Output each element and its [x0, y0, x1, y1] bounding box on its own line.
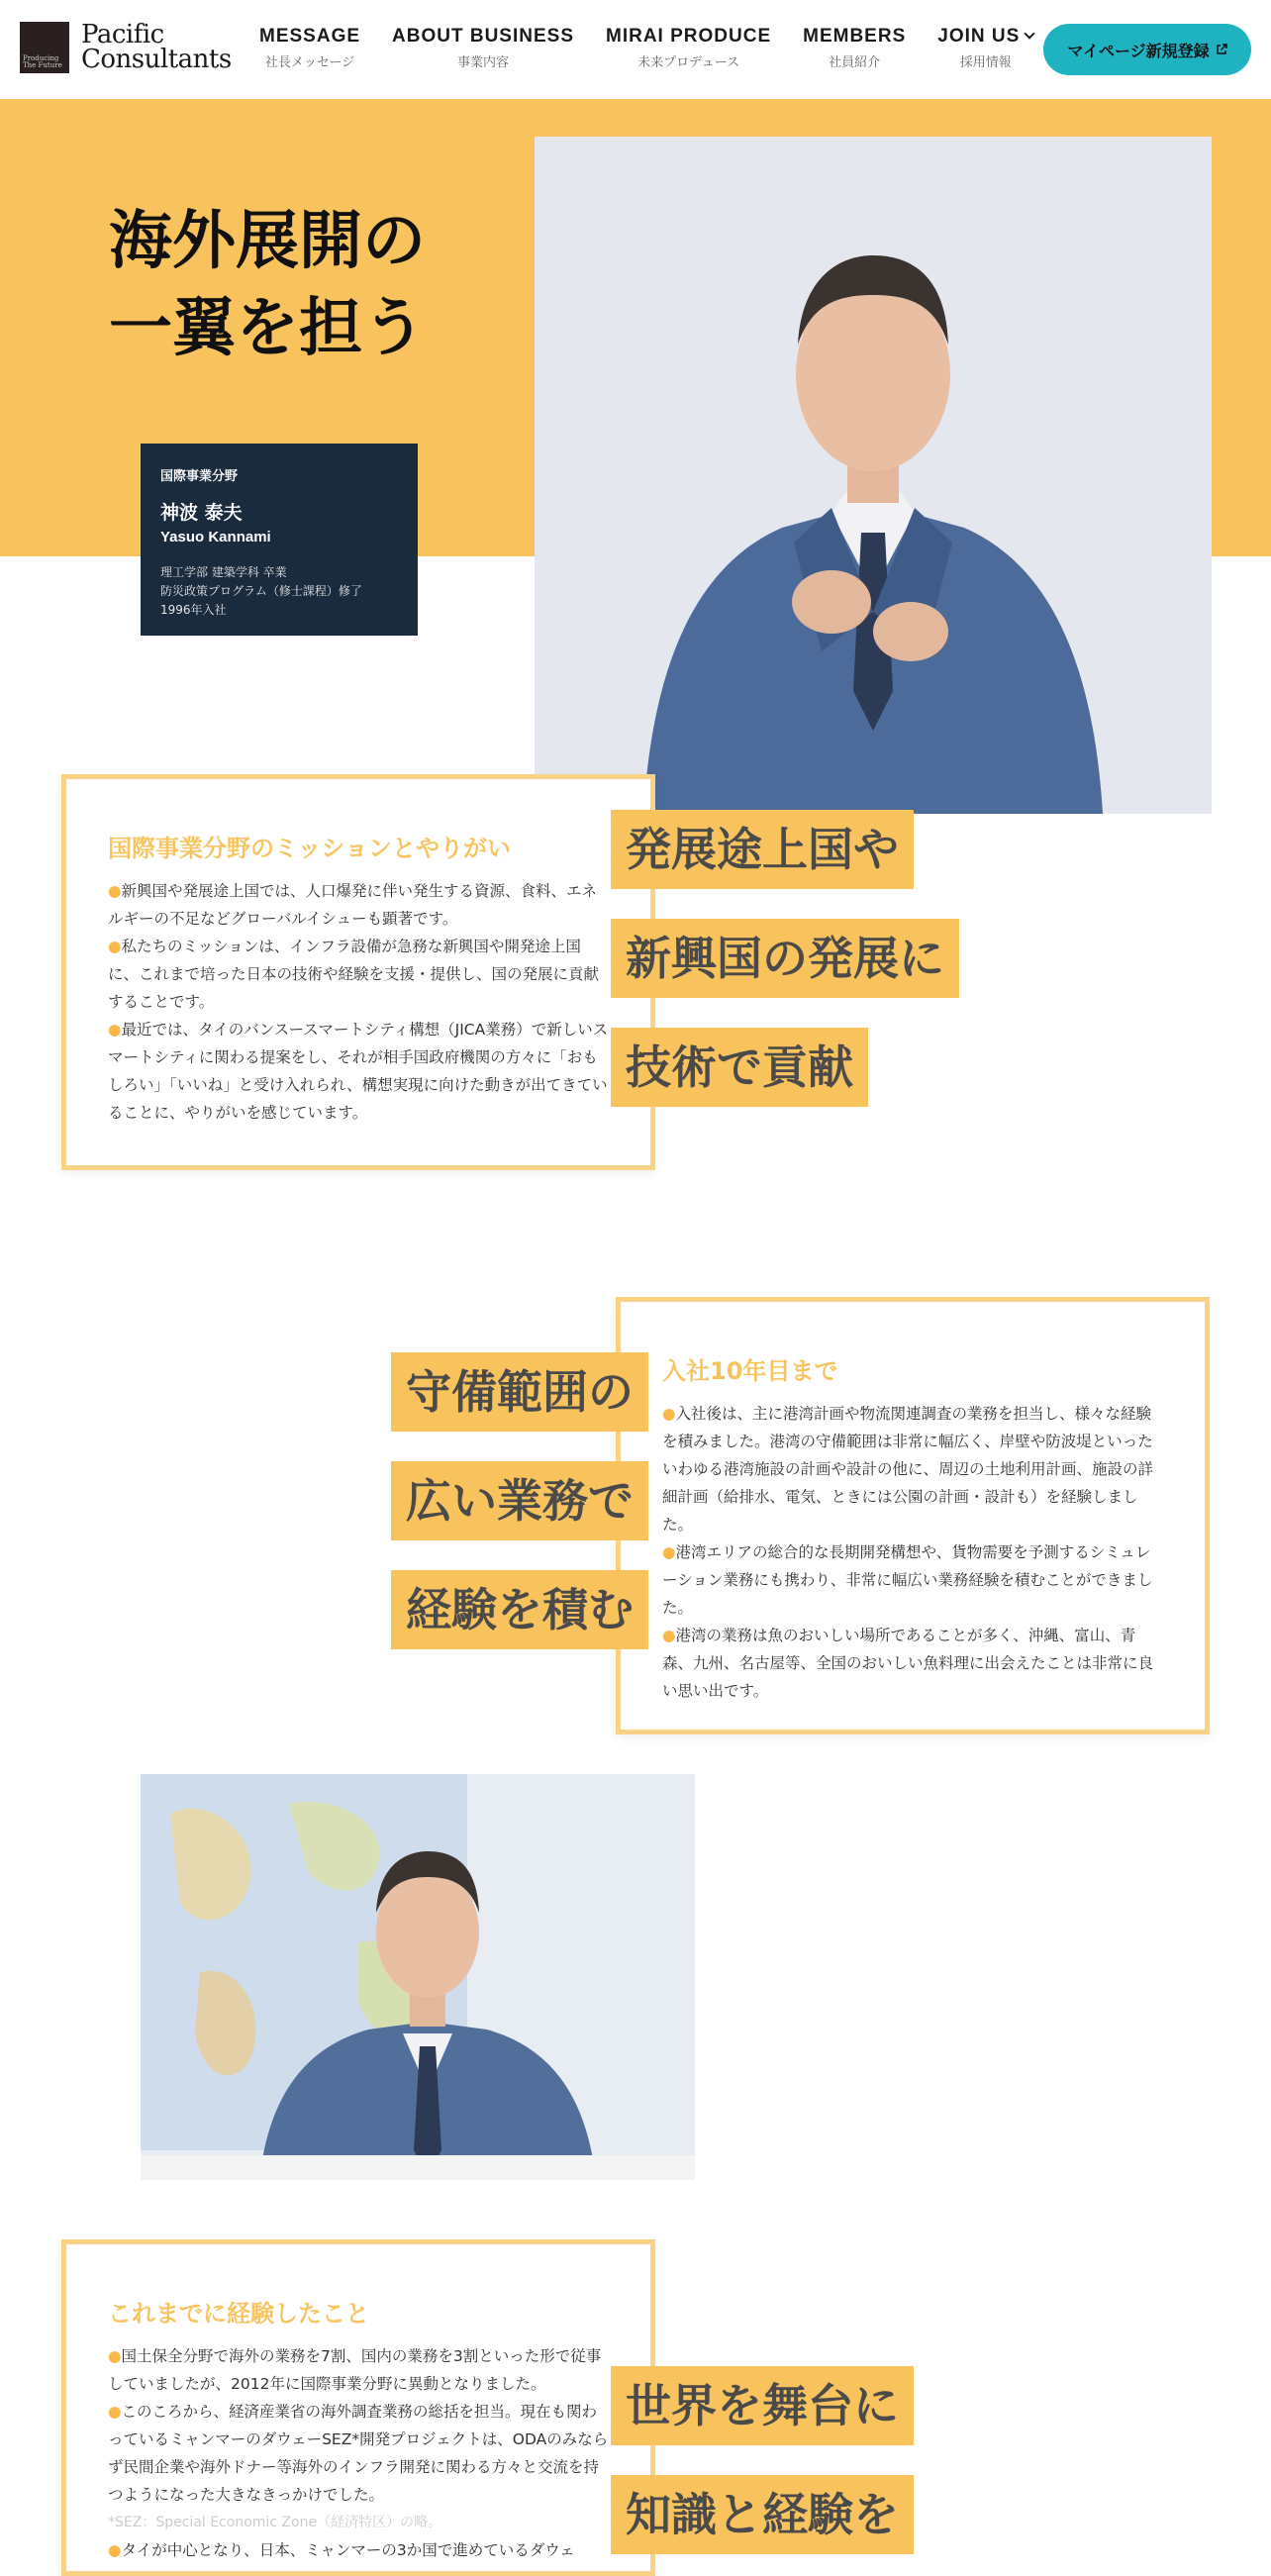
nav-label-en: ABOUT BUSINESS — [392, 26, 574, 47]
nav-label-ja: 事業内容 — [457, 55, 510, 70]
nav-label-en: MIRAI PRODUCE — [606, 26, 772, 47]
nav-label-ja: 採用情報 — [959, 55, 1012, 70]
logo-text-line2: Consultants — [81, 45, 232, 74]
bullet-icon: ● — [108, 1021, 122, 1039]
catch-line-3: 技術で貢献 — [611, 1028, 868, 1107]
first-decade-heading: 入社10年目まで — [662, 1357, 838, 1385]
catch-line-3: 経験を積む — [391, 1570, 648, 1649]
nav-label-en: MESSAGE — [259, 26, 361, 47]
chevron-down-icon — [1025, 28, 1035, 39]
catch-line-2: 広い業務で — [391, 1461, 648, 1540]
profile-department: 国際事業分野 — [160, 469, 239, 484]
nav-label-ja: 社長メッセージ — [264, 55, 355, 70]
nav-label-en: JOIN US — [937, 26, 1021, 47]
bullet-icon: ● — [662, 1627, 676, 1644]
first-decade-paragraph-1 — [662, 1400, 1163, 1538]
paragraph-text: 国土保全分野で海外の業務を7割、国内の業務を3割といった形で従事していましたが、2012年に国際事業分野に異動となりました。 — [108, 2347, 602, 2393]
mission-box — [61, 774, 655, 1170]
nav-label-ja: 社員紹介 — [829, 55, 881, 70]
paragraph-text: 最近では、タイのバンスースマートシティ構想（JICA業務）で新しいスマートシティに関わる提案をし、それが相手国政府機関の方々に「おもしろい」「いいね」と受け入れられ、構想実現に向けた動きが出てきていることに、やりがいを感じています。 — [108, 1021, 609, 1122]
nav-item-message[interactable] — [259, 26, 360, 70]
person-portrait-illustration — [535, 137, 1212, 814]
catch-line-2: 新興国の発展に — [611, 919, 959, 998]
paragraph-text: 入社後は、主に港湾計画や物流関連調査の業務を担当し、様々な経験を積みました。港湾の守備範囲は非常に幅広く、岸壁や防波堤といったいわゆる港湾施設の計画や設計の他に、周辺の土地利用計画、施設の詳細計画（給排水、電気、ときには公園の計画・設計も）を経験しました。 — [662, 1405, 1154, 1534]
nav-item-about-business[interactable] — [392, 26, 574, 70]
mission-heading: 国際事業分野のミッションとやりがい — [108, 835, 512, 862]
logo-mark — [20, 22, 69, 73]
profile-education-1: 理工学部 建築学科 卒業 — [160, 565, 287, 579]
bullet-icon: ● — [662, 1405, 676, 1423]
paragraph-text: 新興国や発展途上国では、人口爆発に伴い発生する資源、食料、エネルギーの不足などグローバルイシューも顕著です。 — [108, 882, 598, 928]
bullet-icon: ● — [108, 2403, 122, 2421]
site-header — [0, 0, 1271, 99]
mission-paragraph-2 — [108, 933, 609, 1016]
paragraph-text: 港湾エリアの総合的な長期開発構想や、貨物需要を予測するシミュレーション業務にも携わり、非常に幅広い業務経験を積むことができました。 — [662, 1543, 1153, 1617]
nav-item-members[interactable] — [803, 26, 906, 70]
bullet-icon: ● — [662, 1543, 676, 1561]
person-at-desk-illustration — [141, 1774, 695, 2180]
profile-card — [141, 444, 418, 636]
bullet-icon: ● — [108, 2541, 122, 2559]
experience-footnote: *SEZ：Special Economic Zone（経済特区）の略。 — [108, 2515, 442, 2530]
bullet-icon: ● — [108, 2347, 122, 2365]
paragraph-text: 港湾の業務は魚のおいしい場所であることが多く、沖縄、富山、青森、九州、名古屋等、全国のおいしい魚料理に出会えたことは非常に良い思い出です。 — [662, 1627, 1154, 1700]
nav-item-mirai-produce[interactable] — [606, 26, 771, 70]
profile-education-2: 防災政策プログラム（修士課程）修了 — [160, 584, 362, 598]
mission-paragraph-3 — [108, 1016, 609, 1127]
mission-paragraph-1 — [108, 877, 609, 933]
profile-joined: 1996年入社 — [160, 603, 227, 617]
paragraph-text: このころから、経済産業省の海外調査業務の総括を担当。現在も関わっているミャンマーのダウェーSEZ*開発プロジェクトは、ODAのみならず民間企業や海外ドナー等海外のインフラ開発に関わる方々と交流を持つようになった大きなきっかけでした。 — [108, 2403, 609, 2504]
logo-wordmark — [81, 20, 232, 74]
paragraph-text: 私たちのミッションは、インフラ設備が急務な新興国や開発途上国に、これまで培った日本の技術や経験を支援・提供し、国の発展に貢献することです。 — [108, 938, 600, 1011]
office-photo — [141, 1774, 695, 2180]
experience-paragraph-1 — [108, 2342, 609, 2398]
bullet-icon: ● — [108, 882, 122, 900]
external-link-icon — [1216, 44, 1227, 55]
nav-label-en-wrapper — [937, 26, 1033, 48]
catch-line-1: 守備範囲の — [391, 1352, 648, 1432]
title-line2: 一翼を担う — [109, 292, 426, 365]
page-title — [109, 198, 426, 372]
nav-label-en: MEMBERS — [803, 26, 907, 47]
logo-mark-text: Producing The Future — [23, 54, 62, 69]
title-line1: 海外展開の — [109, 205, 426, 278]
paragraph-text: タイが中心となり、日本、ミャンマーの3か国で進めているダウェ — [121, 2541, 575, 2559]
nav-item-join-us[interactable] — [937, 26, 1033, 70]
experience-paragraph-3 — [108, 2536, 609, 2564]
nav-label-ja: 未来プロデュース — [637, 55, 740, 70]
profile-name: 神波 泰夫 — [160, 502, 243, 524]
catch-line-2: 知識と経験を — [611, 2475, 914, 2554]
cta-label: マイページ新規登録 — [1067, 41, 1210, 60]
company-logo[interactable] — [20, 22, 232, 73]
main-nav — [259, 26, 1065, 70]
first-decade-paragraph-2 — [662, 1538, 1163, 1622]
experience-paragraph-2 — [108, 2398, 609, 2509]
catch-line-1: 発展途上国や — [611, 810, 914, 889]
profile-name-roman: Yasuo Kannami — [160, 529, 271, 545]
experience-heading: これまでに経験したこと — [108, 2300, 369, 2328]
logo-text-line1: Pacific — [81, 20, 164, 50]
mypage-register-button[interactable] — [1043, 24, 1251, 75]
first-decade-box — [616, 1297, 1210, 1734]
portrait-photo — [535, 137, 1212, 814]
first-decade-paragraph-3 — [662, 1622, 1163, 1705]
catch-line-1: 世界を舞台に — [611, 2366, 914, 2445]
profile-education — [160, 563, 398, 620]
experience-box — [61, 2239, 655, 2576]
bullet-icon: ● — [108, 938, 122, 955]
